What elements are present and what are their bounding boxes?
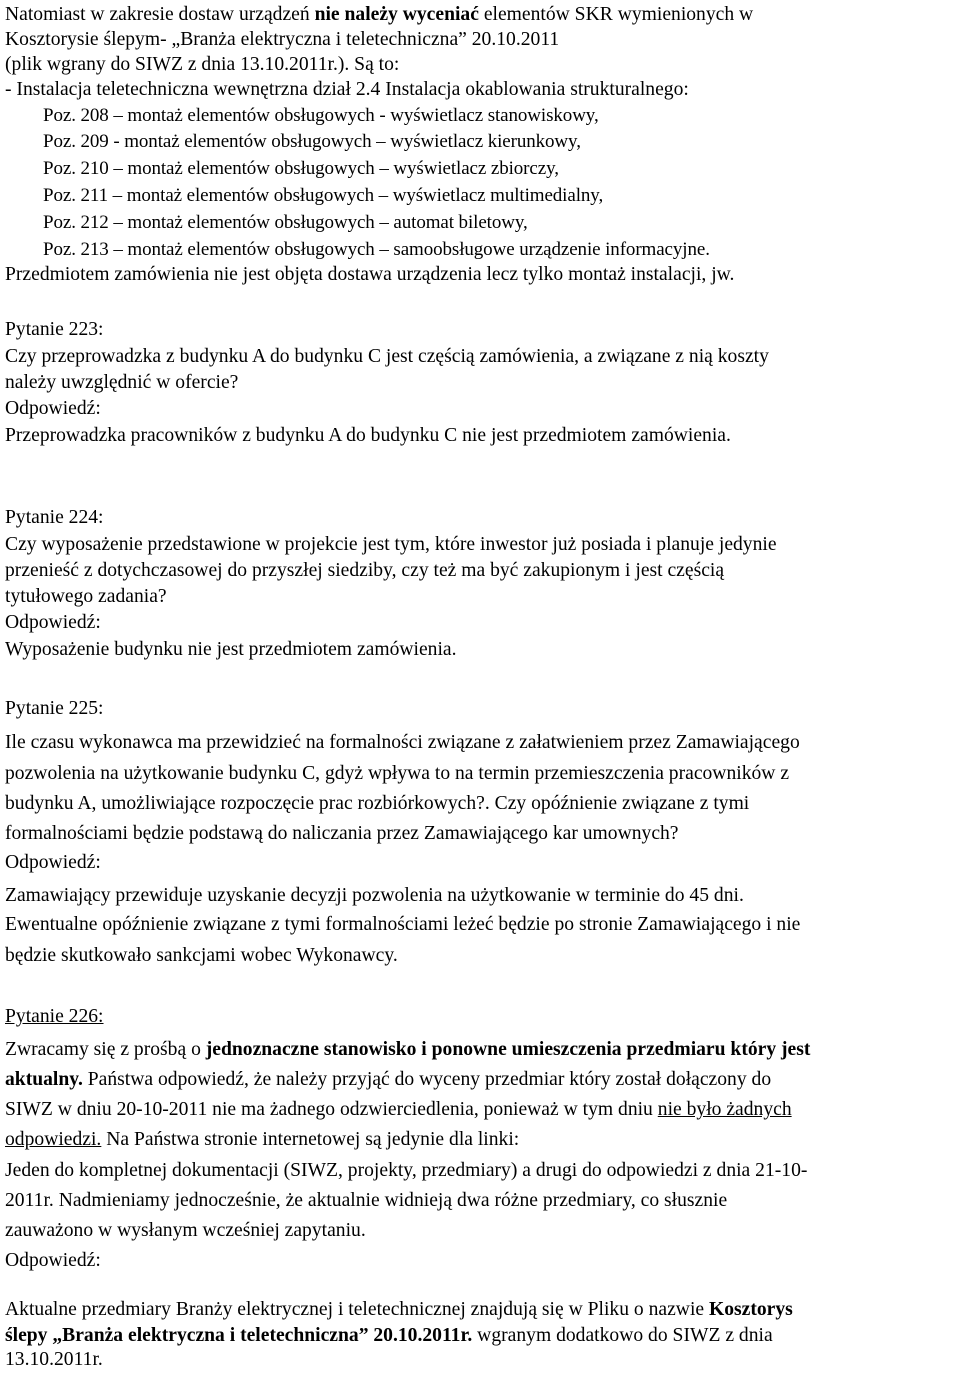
intro-text: elementów SKR wymienionych w [478,4,754,25]
answer-line: Ewentualne opóźnienie związane z tymi formalnościami leżeć będzie po stronie Zamawiającego i nie [5,914,801,935]
question-heading: Pytanie 226: [5,1006,104,1027]
question-heading: Pytanie 223: [5,319,104,340]
question-line: należy uwzględnić w ofercie? [5,372,239,393]
question-line: Czy wyposażenie przedstawione w projekcie jest tym, które inwestor już posiada i planuje jedynie [5,534,777,555]
question-line: tytułowego zadania? [5,586,167,607]
position-item: Poz. 208 – montaż elementów obsługowych - wyświetlacz stanowiskowy, [43,105,599,126]
answer-line: Zamawiający przewiduje uzyskanie decyzji pozwolenia na użytkowanie w terminie do 45 dni. [5,885,744,906]
question-underlined: nie było żadnych [657,1099,792,1120]
question-text: Zwracamy się z prośbą o [5,1039,206,1060]
question-heading: Pytanie 224: [5,507,104,528]
answer-label: Odpowiedź: [5,852,101,873]
position-item: Poz. 212 – montaż elementów obsługowych – automat biletowy, [43,212,528,233]
position-item: Poz. 213 – montaż elementów obsługowych – samoobsługowe urządzenie informacyjne. [43,239,710,260]
intro-line-1 [5,3,753,27]
answer-emphasis: Kosztorys [709,1299,793,1320]
answer-line: Przeprowadzka pracowników z budynku A do budynku C nie jest przedmiotem zamówienia. [5,425,731,446]
answer-line [5,1298,793,1322]
question-line: 2011r. Nadmieniamy jednocześnie, że aktualnie widnieją dwa różne przedmiary, co słusznie [5,1190,728,1211]
question-line: przenieść z dotychczasowej do przyszłej siedziby, czy też ma być zakupionym i jest częścią [5,560,725,581]
position-item: Poz. 210 – montaż elementów obsługowych – wyświetlacz zbiorczy, [43,158,559,179]
question-line [5,1038,810,1062]
question-underlined: odpowiedzi. [5,1129,102,1150]
question-line: Ile czasu wykonawca ma przewidzieć na formalności związane z załatwieniem przez Zamawiającego [5,732,800,753]
answer-text: wgranym dodatkowo do SIWZ z dnia [472,1325,773,1346]
answer-emphasis: ślepy „Branża elektryczna i teletechniczna” 20.10.2011r. [5,1325,473,1346]
answer-line: Wyposażenie budynku nie jest przedmiotem zamówienia. [5,639,457,660]
question-line: zauważono w wysłanym wcześniej zapytaniu. [5,1220,366,1241]
intro-line-4: - Instalacja teletechniczna wewnętrzna dział 2.4 Instalacja okablowania strukturalnego: [5,79,689,100]
intro-text: Natomiast w zakresie dostaw urządzeń [5,4,315,25]
question-line [5,1068,771,1092]
answer-line: będzie skutkowało sankcjami wobec Wykonawcy. [5,945,398,966]
intro-line-3: (plik wgrany do SIWZ z dnia 13.10.2011r.). Są to: [5,54,400,75]
question-line [5,1128,519,1152]
answer-line [5,1324,773,1348]
answer-text: Aktualne przedmiary Branży elektrycznej i teletechnicznej znajdują się w Pliku o nazwie [5,1299,709,1320]
question-line: budynku A, umożliwiające rozpoczęcie prac rozbiórkowych?. Czy opóźnienie związane z tymi [5,793,750,814]
intro-line-2: Kosztorysie ślepym- „Branża elektryczna i teletechniczna” 20.10.2011 [5,29,560,50]
question-heading: Pytanie 225: [5,698,104,719]
answer-label: Odpowiedź: [5,1250,101,1271]
question-emphasis: aktualny. [5,1069,83,1090]
intro-emphasis: nie należy wyceniać [314,4,479,25]
question-line: Jeden do kompletnej dokumentacji (SIWZ, projekty, przedmiary) a drugi do odpowiedzi z dnia 21-10- [5,1160,808,1181]
answer-label: Odpowiedź: [5,398,101,419]
question-text: SIWZ w dniu 20-10-2011 nie ma żadnego odzwierciedlenia, ponieważ w tym dniu [5,1099,658,1120]
question-line [5,1098,792,1122]
question-text: Na Państwa stronie internetowej są jedynie dla linki: [101,1129,520,1150]
answer-line: 13.10.2011r. [5,1349,103,1370]
position-item: Poz. 209 - montaż elementów obsługowych – wyświetlacz kierunkowy, [43,131,581,152]
question-line: Czy przeprowadzka z budynku A do budynku C jest częścią zamówienia, a związane z nią koszty [5,346,769,367]
position-item: Poz. 211 – montaż elementów obsługowych – wyświetlacz multimedialny, [43,185,604,206]
question-emphasis: jednoznaczne stanowisko i ponowne umieszczenia przedmiaru który jest [205,1039,811,1060]
intro-closing: Przedmiotem zamówienia nie jest objęta dostawa urządzenia lecz tylko montaż instalacji, jw. [5,264,735,285]
answer-label: Odpowiedź: [5,612,101,633]
question-text: Państwa odpowiedź, że należy przyjąć do wyceny przedmiar który został dołączony do [82,1069,772,1090]
question-line: formalnościami będzie podstawą do naliczania przez Zamawiającego kar umownych? [5,823,679,844]
question-line: pozwolenia na użytkowanie budynku C, gdyż wpływa to na termin przemieszczenia pracowników z [5,763,790,784]
